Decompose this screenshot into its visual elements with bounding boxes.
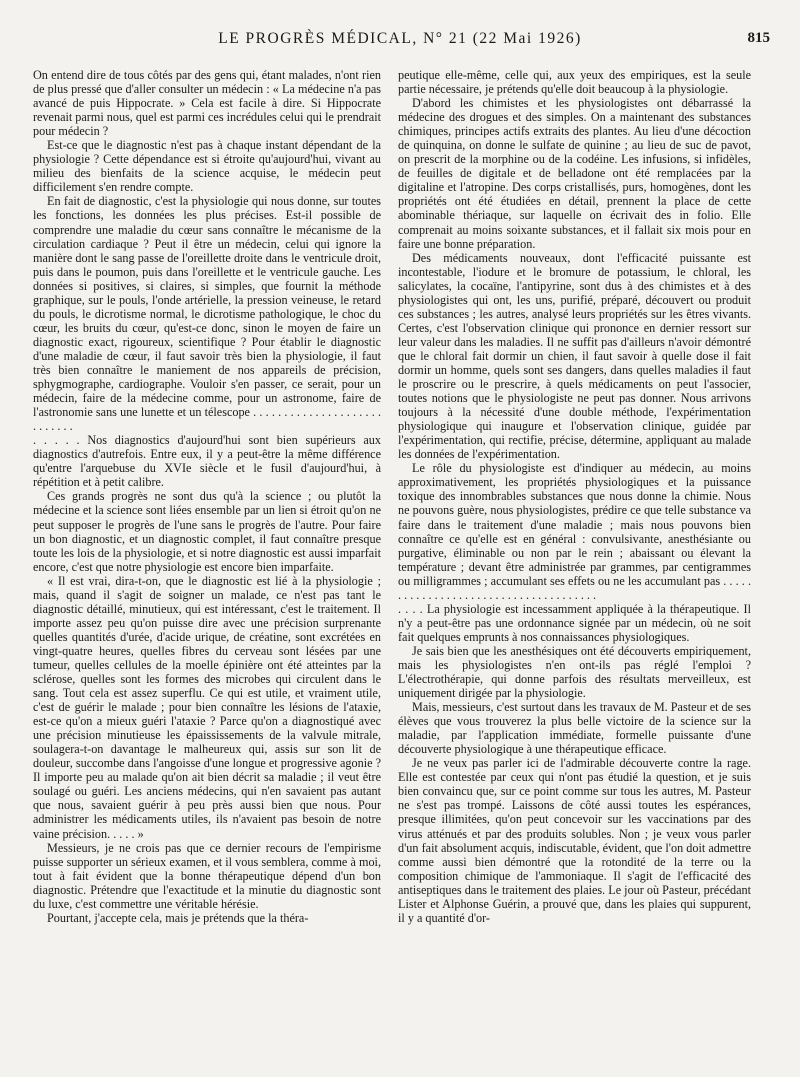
paragraph: En fait de diagnostic, c'est la physiologie qui nous donne, sur toutes les fonctions, les données les plus précises. Est-il possible de comprendre une maladie du cœur sans connaître le mécanisme de la circulation cardiaque ? Peut il être un médecin, celui qui ignore la manière dont le sang passe de l'oreillette droite dans le ventricule droit, puis dans le poumon, puis dans l'oreillette et le ventricule gauche. Les données si positives, si claires, si simples, que fournit la méthode graphique, sur le pouls, l'onde artérielle, la pression veineuse, le retard du pouls, le dicrotisme normal, le dicrotisme pathologique, le choc du cœur, les bruits du cœur, qu'est-ce donc, sinon le moyen de faire un diagnostic exact, rigoureux, scientifique ? Pour établir le diagnostic d'une maladie de cœur, il faut savoir très bien la physiologie, il faut très bien connaître le maniement de nos appareils de précision, sphygmographe, cardiographe. Vouloir s'en passer, ce serait, pour un médecin, faire de la médecine comme, pour un astronome, faire de l'astronomie sans une lunette et un télescope . . . . . . . . . . . . . . . . . . . . . . . . . . . . bbox=[33, 194, 381, 434]
page-number: 815 bbox=[747, 30, 770, 46]
paragraph: Ces grands progrès ne sont dus qu'à la science ; ou plutôt la médecine et la science sont liées ensemble par un lien si étroit qu'on ne peut supposer le progrès de l'une sans le progrès de l'autre. Pour faire un bon diagnostic, et un diagnostic complet, il faut connaître presque toute les lois de la physiologie, et si notre diagnostic est aussi imparfait encore, c'est que notre physiologie est encore bien imparfaite. bbox=[33, 489, 381, 574]
paragraph: Des médicaments nouveaux, dont l'efficacité puissante est incontestable, l'iodure et le bromure de potassium, le chloral, les salicylates, la cocaïne, l'antipyrine, sont dus à des chimistes et à des physiologistes qui ont, les uns, purifié, préparé, découvert ou produit ces substances ; les autres, analysé leurs propriétés sur les êtres vivants. Certes, c'est l'observation clinique qui prononce en dernier ressort sur leur valeur dans les maladies. Il ne suffit pas d'ailleurs n'avoir démontré que le chloral fait dormir un chien, il faut savoir à quelle dose il fait dormir un homme, quels sont ses dangers, dans quelles maladies il faut le proscrire ou le prescrire, à quels médicaments on peut l'associer, toutes notions que le physiologiste ne peut pas donner. Nous arrivons toujours à la nécessité d'une double méthode, l'expérimentation physiologique qui inaugure et l'observation clinique, guidée par l'expérimentation, qui rectifie, précise, détermine, appliquant au malade les données de l'expérimentation. bbox=[398, 250, 751, 462]
paragraph: Le rôle du physiologiste est d'indiquer au médecin, au moins approximativement, les propriétés physiologiques et la puissance toxique des innombrables substances que nous donne la chimie. Nous ne pouvons guère, nous physiologistes, prédire ce que telle substance va faire dans le traitement d'une maladie ; mais nous pouvons bien connaître ce qu'elle est en général : convulsivante, anesthésiante ou purgative, éliminable ou non par le rein ; abaissant ou élevant la température ; devant être administrée par grammes, par centigrammes ou milligrammes ; accumulant ses effets ou ne les accumulant pas . . . . . . . . . . . . . . . . . . . . . . . . . . . . . . . . . . . . . . bbox=[398, 461, 751, 602]
left-column bbox=[33, 68, 381, 1068]
page-header bbox=[30, 30, 770, 52]
running-title: LE PROGRÈS MÉDICAL, N° 21 (22 Mai 1926) bbox=[218, 30, 582, 47]
paragraph: « Il est vrai, dira-t-on, que le diagnostic est lié à la physiologie ; mais, quand il s'agit de soigner un malade, ce n'est pas tant le diagnostic détaillé, minutieux, qui est intéressant, c'est le traitement. Il importe assez peu qu'on puisse dire avec une précision surprenante quelles quantités d'urée, d'acide urique, de créatine, sont excrétées en vingt-quatre heures, quelles fibres du cerveau sont lésées par une tumeur, quelles cellules de la moelle épinière ont été atteintes par la sclérose, quelles sont les formes des microbes qui circulent dans le sang. Tout cela est assez superflu. Ce qui est utile, et vraiment utile, c'est de guérir le malade ; pour bien connaître les lésions de l'ataxie, est-ce qu'on a mieux guéri l'ataxie ? Parce qu'on a diagnostiqué avec une précision minutieuse les épaississements de la valvule mitrale, soulagera-t-on davantage le malheureux qui, assis sur son lit de douleur, succombe dans l'angoisse d'une longue et progressive agonie ? Il importe peu au malade qu'on ait bien décrit sa maladie ; il veut être soulagé ou guéri. Les anciens médecins, qui n'en savaient pas autant que nous, savaient guérir à peu près aussi bien que nous. Pour administrer les médicaments utiles, ils n'avaient pas besoin de notre vaine précision. . . . . » bbox=[33, 573, 381, 841]
paragraph: D'abord les chimistes et les physiologistes ont débarrassé la médecine des drogues et des simples. On a maintenant des substances chimiques, principes actifs extraits des plantes. Au lieu d'une décoction de quinquina, on donne le sulfate de quinine ; au lieu de suc de pavot, on prescrit de la morphine ou de la codéine. Les infusions, si infidèles, de feuilles de digitale et de belladone ont été remplacées par la digitaline et l'atropine. Des corps cristallisés, purs, homogènes, dont les propriétés ont été étudiées en détail, prennent la place de cette abominable thériaque, sur laquelle on écrivait des in folio. Elle comprenait au moins soixante substances, et il fallait six mois pour en faire une bonne préparation. bbox=[398, 96, 751, 251]
paragraph: Mais, messieurs, c'est surtout dans les travaux de M. Pasteur et de ses élèves que vous trouverez la plus belle victoire de la science sur la maladie, par l'application immédiate, formelle puissante d'une découverte physiologique à une thérapeutique efficace. bbox=[398, 700, 751, 757]
paragraph: Je ne veux pas parler ici de l'admirable découverte contre la rage. Elle est contestée par ceux qui n'ont pas étudié la question, et je suis bien convaincu que, sur ce point comme sur tous les autres, M. Pasteur ne s'est pas trompé. Laissons de côté aussi toutes les espérances, presque illimitées, qu'on peut concevoir sur les vaccinations par des virus atténués et par des produits solubles. Non ; je veux vous parler d'un fait absolument acquis, indiscutable, évident, que l'on doit admettre comme aussi bien démontré que la rotondité de la terre ou la composition chimique de l'ammoniaque. Il s'agit de l'efficacité des antiseptiques dans le traitement des plaies. Le jour où Pasteur, précédant Lister et Alphonse Guérin, a prouvé que, dans les plaies qui suppurent, il y a quantité d'or- bbox=[398, 756, 751, 925]
paragraph: Est-ce que le diagnostic n'est pas à chaque instant dépendant de la physiologie ? Cette dépendance est si étroite qu'aujourd'hui, vivant au milieu des bienfaits de la science acquise, le médecin peut difficilement s'en rendre compte. bbox=[33, 138, 381, 195]
paragraph: Pourtant, j'accepte cela, mais je prétends que la théra- bbox=[47, 910, 309, 925]
paragraph: On entend dire de tous côtés par des gens qui, étant malades, n'ont rien de plus pressé que d'aller consulter un médecin : « La médecine n'a pas avancé de puis Hippocrate. » Cela est facile à dire. Si Hippocrate revenait parmi nous, quel est parmi ces incrédules celui qui le prendrait pour médecin ? bbox=[33, 68, 381, 139]
paragraph: . . . . . Nos diagnostics d'aujourd'hui sont bien supérieurs aux diagnostics d'autrefois. Entre eux, il y a peut-être la même différence qu'entre l'arquebuse du XVIe siècle et le fusil d'aujourd'hui, à répétition et à petit calibre. bbox=[33, 433, 381, 490]
paragraph: Messieurs, je ne crois pas que ce dernier recours de l'empirisme puisse supporter un sérieux examen, et il vous semblera, comme à moi, tout à fait évident que la bonne thérapeutique dépend d'un bon diagnostic. Prétendre que l'exactitude et la minutie du diagnostic sont du luxe, c'est commettre une véritable hérésie. bbox=[33, 840, 381, 911]
paragraph: peutique elle-même, celle qui, aux yeux des empiriques, est la seule partie nécessaire, je prétends qu'elle doit beaucoup à la physiologie. bbox=[398, 68, 751, 97]
paragraph: . . . . La physiologie est incessamment appliquée à la thérapeutique. Il n'y a peut-être pas une ordonnance signée par un médecin, où ne soit fait quelques emprunts à nos connaissances physiologiques. bbox=[398, 601, 751, 644]
right-column bbox=[398, 68, 751, 1068]
paragraph: Je sais bien que les anesthésiques ont été découverts empiriquement, mais les physiologistes n'en ont-ils pas réglé l'emploi ? L'électrothérapie, qui donne parfois des résultats merveilleux, est uniquement dirigée par la physiologie. bbox=[398, 643, 751, 701]
